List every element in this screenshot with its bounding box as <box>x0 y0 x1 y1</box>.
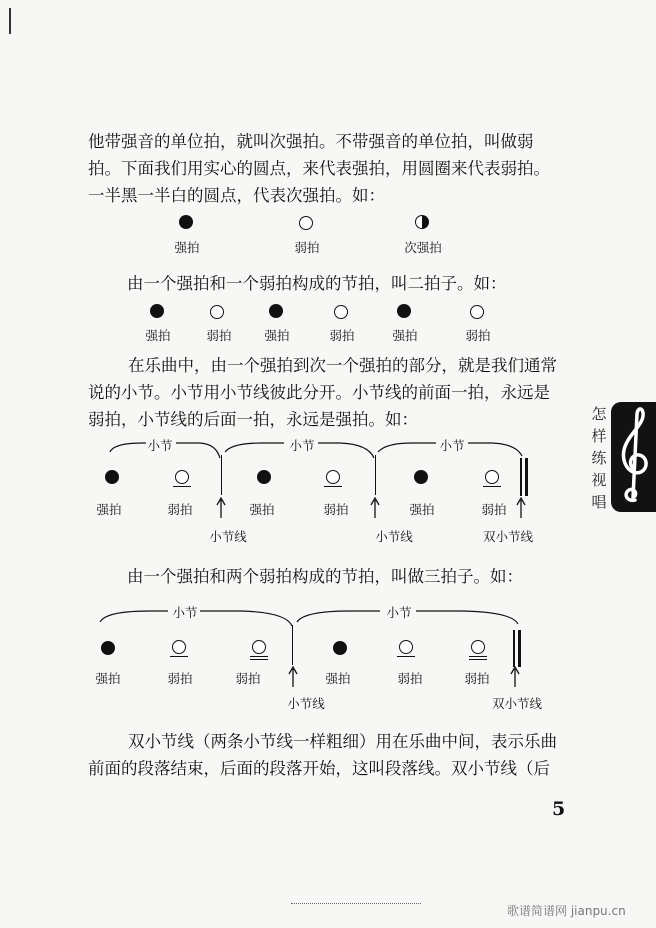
chapter-char: 视 <box>591 470 607 489</box>
measure-brackets <box>0 430 560 470</box>
beat-label: 弱拍 <box>464 671 490 686</box>
chapter-char: 怎 <box>591 404 607 423</box>
weak-beat-symbol <box>469 640 487 660</box>
weak-beat-symbol <box>483 470 501 487</box>
chapter-char: 唱 <box>591 492 607 511</box>
side-tab-block <box>611 402 656 512</box>
text-line: 拍。下面我们用实心的圆点，来代表强拍，用圆圈来代表弱拍。 <box>88 159 550 178</box>
beat-label: 次强拍 <box>404 240 442 255</box>
strong-beat-symbol <box>269 304 283 318</box>
chapter-char: 样 <box>591 426 607 445</box>
beat-label: 强拍 <box>95 671 121 686</box>
treble-clef-icon <box>611 402 656 512</box>
measure-brackets <box>0 600 560 640</box>
beat-label: 强拍 <box>249 502 275 517</box>
double-barline <box>520 458 528 496</box>
beat-label: 强拍 <box>325 671 351 686</box>
beat-label: 弱拍 <box>235 671 261 686</box>
up-arrow-icon <box>216 497 226 519</box>
paragraph-duple-meter <box>127 270 627 297</box>
weak-beat-symbol <box>397 640 415 657</box>
up-arrow-icon <box>288 666 298 688</box>
up-arrow-icon <box>516 497 526 519</box>
text-line: 他带强音的单位拍，就叫次强拍。不带强音的单位拍，叫做弱 <box>88 132 534 151</box>
chapter-side-tab <box>585 402 656 512</box>
weak-beat-symbol <box>170 640 188 657</box>
beat-label: 弱拍 <box>465 328 491 343</box>
beat-label: 强拍 <box>409 502 435 517</box>
weak-beat-symbol <box>334 305 348 319</box>
chapter-char: 练 <box>591 448 607 467</box>
crop-mark <box>9 8 11 34</box>
strong-beat-symbol <box>333 641 347 655</box>
strong-beat-symbol <box>101 641 115 655</box>
barline-label: 小节线 <box>209 529 247 544</box>
bottom-rule <box>291 903 421 905</box>
strong-beat-symbol <box>179 215 193 229</box>
barline <box>292 625 293 665</box>
weak-beat-symbol <box>299 216 313 230</box>
beat-label: 弱拍 <box>167 502 193 517</box>
text-line: 由一个强拍和一个弱拍构成的节拍，叫二拍子。如： <box>127 274 507 293</box>
weak-beat-symbol <box>250 640 268 660</box>
beat-label: 强拍 <box>174 240 200 255</box>
beat-label: 弱拍 <box>323 502 349 517</box>
measure-label: 小节 <box>386 605 412 620</box>
beat-label: 弱拍 <box>294 240 320 255</box>
beat-label: 强拍 <box>96 502 122 517</box>
beat-label: 强拍 <box>145 328 171 343</box>
barline-label: 小节线 <box>287 696 325 711</box>
up-arrow-icon <box>370 497 380 519</box>
paragraph-double-barline <box>88 728 588 782</box>
text-line: 前面的段落结束，后面的段落开始，这叫段落线。双小节线（后 <box>88 759 550 778</box>
text-line: 弱拍，小节线的后面一拍，永远是强拍。如： <box>88 410 418 429</box>
beat-label: 弱拍 <box>329 328 355 343</box>
up-arrow-icon <box>510 666 520 688</box>
beat-label: 弱拍 <box>397 671 423 686</box>
page-number: 5 <box>552 798 566 820</box>
beat-label: 强拍 <box>264 328 290 343</box>
strong-beat-symbol <box>414 470 428 484</box>
strong-beat-symbol <box>105 470 119 484</box>
beat-label: 弱拍 <box>167 671 193 686</box>
strong-beat-symbol <box>150 304 164 318</box>
text-line: 双小节线（两条小节线一样粗细）用在乐曲中间，表示乐曲 <box>128 732 557 751</box>
text-line: 一半黑一半白的圆点，代表次强拍。如： <box>88 186 385 205</box>
text-line: 由一个强拍和两个弱拍构成的节拍，叫做三拍子。如： <box>127 567 523 586</box>
measure-label: 小节 <box>147 438 173 453</box>
weak-beat-symbol <box>470 305 484 319</box>
measure-label: 小节 <box>289 438 315 453</box>
double-barline <box>513 630 521 667</box>
weak-beat-symbol <box>324 470 342 487</box>
paragraph-triple-meter <box>127 563 627 590</box>
watermark-text: 歌谱简谱网 jianpu.cn <box>507 904 626 918</box>
beat-label: 弱拍 <box>206 328 232 343</box>
double-barline-label: 双小节线 <box>482 529 534 544</box>
paragraph-strong-weak-intro <box>88 128 588 209</box>
paragraph-measure-definition <box>88 352 588 433</box>
beat-label: 强拍 <box>392 328 418 343</box>
barline-label: 小节线 <box>375 529 413 544</box>
measure-label: 小节 <box>172 605 198 620</box>
barline <box>221 455 222 495</box>
barline <box>375 455 376 495</box>
weak-beat-symbol <box>210 305 224 319</box>
strong-beat-symbol <box>257 470 271 484</box>
measure-label: 小节 <box>439 438 465 453</box>
text-line: 说的小节。小节用小节线彼此分开。小节线的前面一拍，永远是 <box>88 383 550 402</box>
strong-beat-symbol <box>397 304 411 318</box>
beat-label: 弱拍 <box>481 502 507 517</box>
weak-beat-symbol <box>173 470 191 487</box>
secondary-strong-beat-symbol <box>415 215 429 229</box>
double-barline-label: 双小节线 <box>491 696 543 711</box>
text-line: 在乐曲中，由一个强拍到次一个强拍的部分，就是我们通常 <box>128 356 557 375</box>
